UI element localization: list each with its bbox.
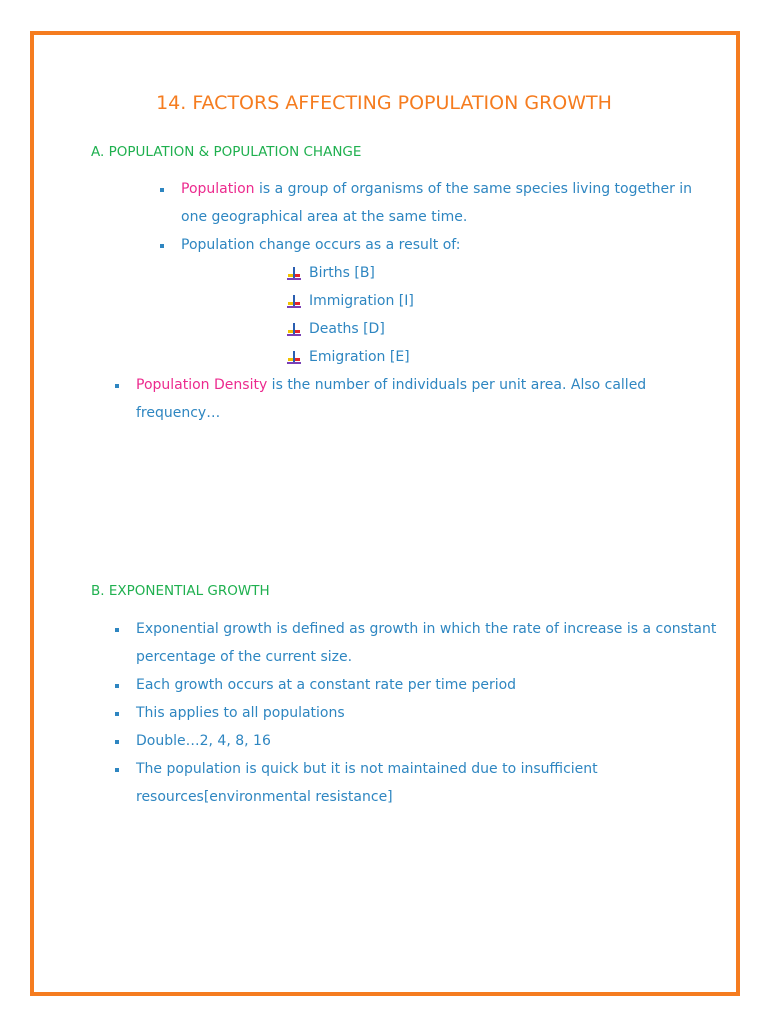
bullet-marker <box>115 684 119 688</box>
down-arrow-icon <box>286 350 302 366</box>
all-populations-bullet: This applies to all populations <box>136 705 345 721</box>
population-change-intro: Population change occurs as a result of: <box>181 237 461 253</box>
bullet-marker <box>115 628 119 632</box>
constant-rate-bullet: Each growth occurs at a constant rate per time period <box>136 677 517 693</box>
bullet-marker <box>115 712 119 716</box>
resistance-bullet-line2: resources[environmental resistance] <box>136 789 393 805</box>
section-b-heading: B. EXPONENTIAL GROWTH <box>91 583 270 599</box>
section-a-heading: A. POPULATION & POPULATION CHANGE <box>91 144 362 160</box>
population-term: Population <box>181 181 255 197</box>
change-factor-births: Births [B] <box>309 265 375 281</box>
resistance-bullet-line1: The population is quick but it is not maintained due to insufficient <box>136 761 598 777</box>
population-density-line1 <box>136 377 646 393</box>
down-arrow-icon <box>286 294 302 310</box>
bullet-marker <box>115 768 119 772</box>
page-border <box>30 31 740 996</box>
document-title: 14. FACTORS AFFECTING POPULATION GROWTH <box>156 92 612 114</box>
population-definition-text: is a group of organisms of the same species living together in <box>254 181 693 197</box>
bullet-marker <box>115 740 119 744</box>
population-density-line2: frequency… <box>136 405 221 421</box>
bullet-marker <box>160 244 164 248</box>
change-factor-emigration: Emigration [E] <box>309 349 410 365</box>
exponential-definition-line1: Exponential growth is defined as growth in which the rate of increase is a constant <box>136 621 717 637</box>
population-density-text: is the number of individuals per unit area. Also called <box>267 377 647 393</box>
population-density-term: Population Density <box>136 377 268 393</box>
population-definition-line1 <box>181 181 692 197</box>
change-factor-immigration: Immigration [I] <box>309 293 414 309</box>
population-definition-line2: one geographical area at the same time. <box>181 209 468 225</box>
down-arrow-icon <box>286 266 302 282</box>
bullet-marker <box>160 188 164 192</box>
change-factor-deaths: Deaths [D] <box>309 321 385 337</box>
down-arrow-icon <box>286 322 302 338</box>
doubling-bullet: Double…2, 4, 8, 16 <box>136 733 271 749</box>
exponential-definition-line2: percentage of the current size. <box>136 649 353 665</box>
bullet-marker <box>115 384 119 388</box>
